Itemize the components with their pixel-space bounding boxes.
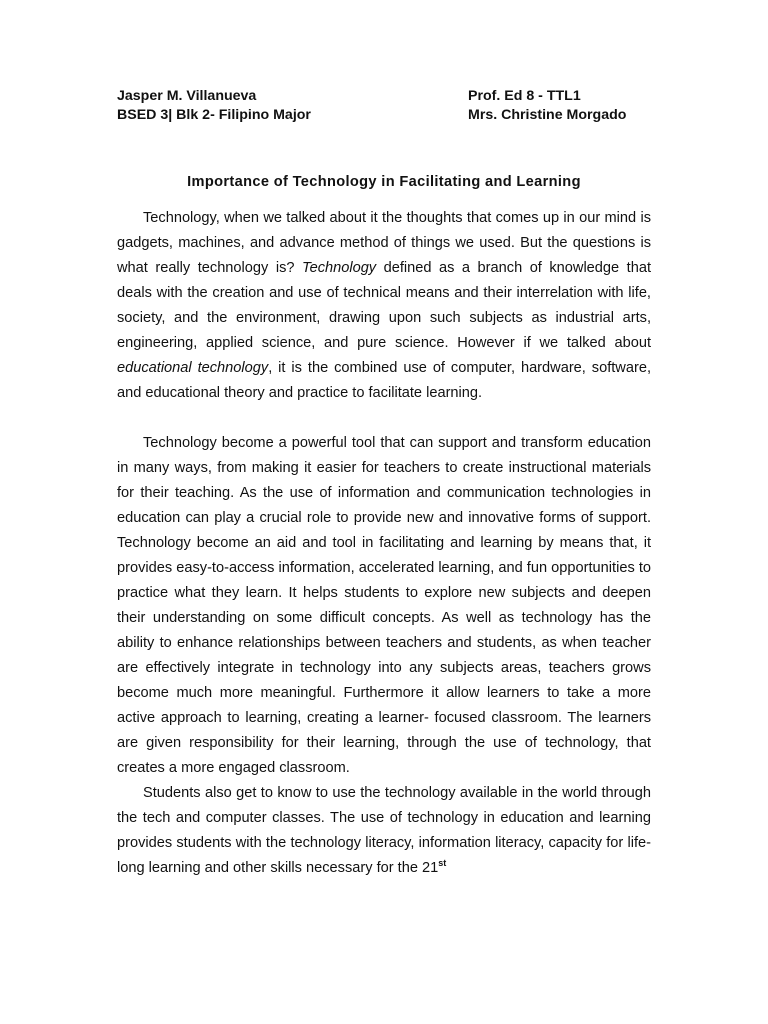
- paragraph-3: [117, 781, 651, 881]
- document-body: [117, 206, 651, 881]
- paragraph-3-text: Students also get to know to use the technology available in the world through the tech and computer classes. The use of technology in education and learning provides students with the technology literacy, information literacy, capacity for life-long learning and other skills necessary for the 21: [117, 785, 651, 876]
- paragraph-2: Technology become a powerful tool that can support and transform education in many ways, from making it easier for teachers to create instructional materials for their teaching. As the use of information and communication technologies in education can play a crucial role to provide new and innovative forms of support. Technology become an aid and tool in facilitating and learning by means that, it provides easy-to-access information, accelerated learning, and fun opportunities to practice what they learn. It helps students to explore new subjects and deepen their understanding on some difficult concepts. As well as technology has the ability to enhance relationships between teachers and students, as when teacher are effectively integrate in technology into any subjects areas, teachers grows become much more meaningful. Furthermore it allow learners to take a more active approach to learning, creating a learner- focused classroom. The learners are given responsibility for their learning, through the use of technology, that creates a more engaged classroom.: [117, 435, 651, 776]
- document-title: Importance of Technology in Facilitating and Learning: [187, 174, 581, 190]
- instructor-name: Mrs. Christine Morgado: [468, 107, 627, 123]
- student-info: [117, 87, 311, 125]
- paragraph-1-text-b: defined as a branch of knowledge that deals with the creation and use of technical means and their interrelation with life, society, and the environment, drawing upon such subjects as industrial arts, engineering, applied science, and pure science. However if we talked about: [117, 260, 652, 351]
- paragraph-3-superscript: st: [438, 858, 447, 869]
- paragraph-1-italic-term: Technology: [302, 260, 377, 276]
- student-section: BSED 3| Blk 2- Filipino Major: [117, 107, 311, 123]
- course-info: [468, 87, 626, 125]
- student-name: Jasper M. Villanueva: [117, 88, 257, 104]
- paragraph-1-text-a: Technology, when we talked about it the thoughts that comes up in our mind is gadgets, machines, and advance method of things we used. But the questions is what really technology is?: [117, 210, 651, 276]
- paragraph-1-italic-term: educational technology: [117, 360, 269, 376]
- paragraph-1: [117, 206, 651, 406]
- paragraph-1-text-c: , it is the combined use of computer, hardware, software, and educational theory and practice to facilitate learning.: [117, 360, 651, 401]
- course-code: Prof. Ed 8 - TTL1: [468, 88, 581, 104]
